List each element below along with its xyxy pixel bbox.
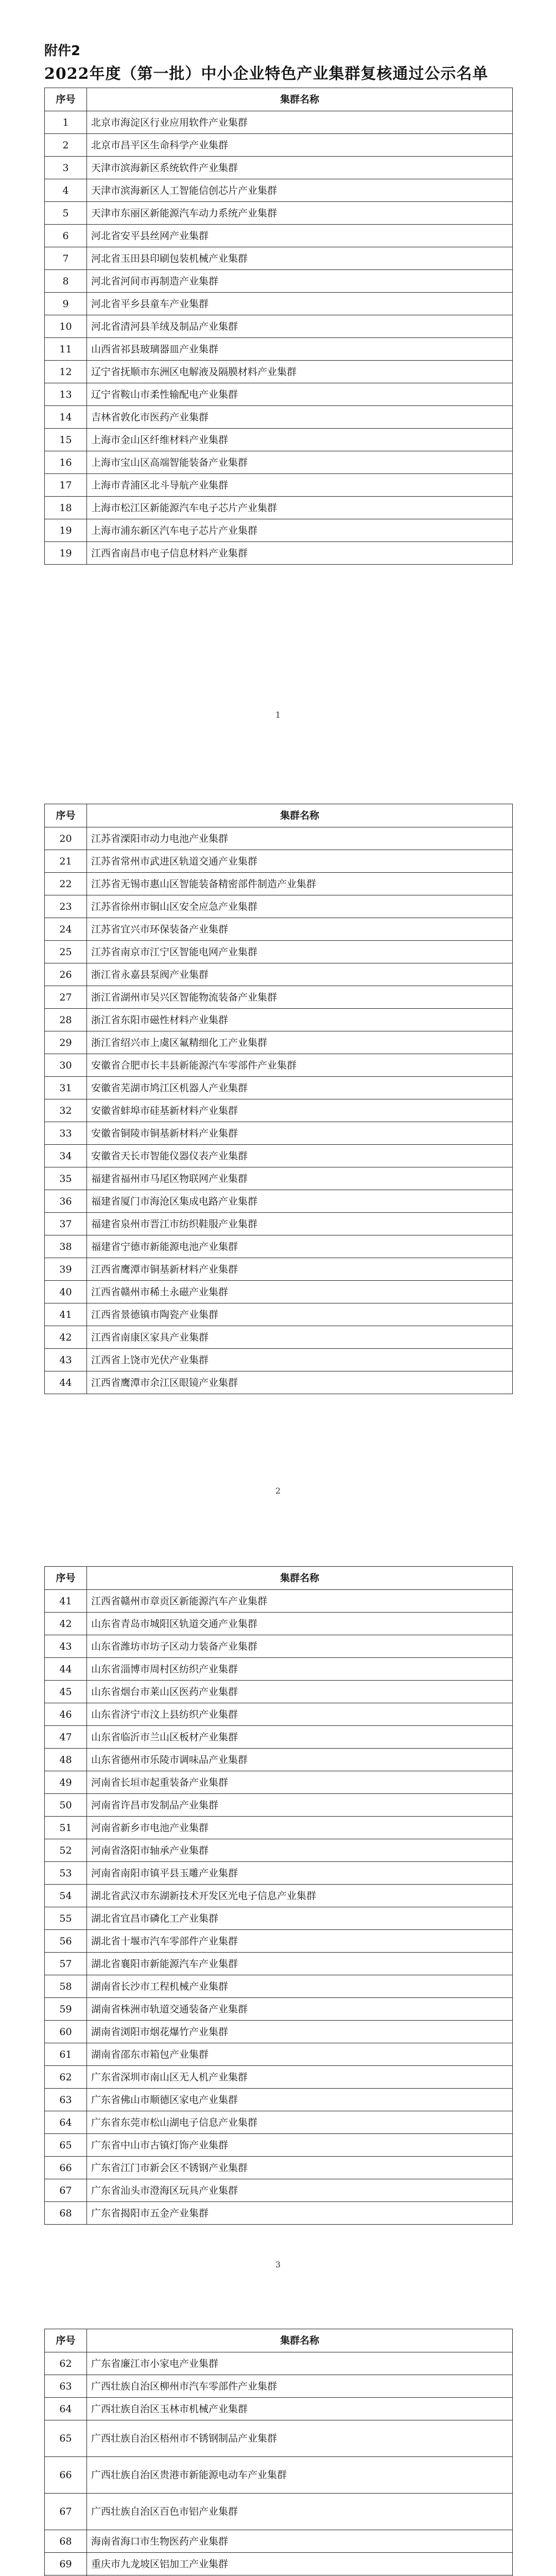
row-number: 42 <box>45 1326 87 1349</box>
table-row <box>45 1031 513 1054</box>
cluster-name: 安徽省合肥市长丰县新能源汽车零部件产业集群 <box>87 1054 513 1077</box>
table-row <box>45 1726 513 1749</box>
cluster-name: 广东省深圳市南山区无人机产业集群 <box>87 2066 513 2089</box>
table-row <box>45 963 513 986</box>
table-row <box>45 2553 513 2575</box>
row-number: 60 <box>45 2021 87 2043</box>
table-row <box>45 542 513 565</box>
row-number: 61 <box>45 2043 87 2066</box>
table-row <box>45 2375 513 2398</box>
table-row <box>45 941 513 963</box>
cluster-name: 河北省河间市再制造产业集群 <box>87 270 513 293</box>
row-number: 43 <box>45 1635 87 1658</box>
row-number: 5 <box>45 202 87 225</box>
table-row <box>45 850 513 873</box>
table-row <box>45 1998 513 2021</box>
row-number: 8 <box>45 270 87 293</box>
row-number: 24 <box>45 918 87 941</box>
row-number: 65 <box>45 2134 87 2157</box>
cluster-name: 江苏省无锡市惠山区智能装备精密部件制造产业集群 <box>87 873 513 895</box>
row-number: 18 <box>45 497 87 519</box>
document-page-3 <box>0 1525 556 2287</box>
table-row <box>45 111 513 134</box>
cluster-name: 广东省佛山市顺德区家电产业集群 <box>87 2089 513 2111</box>
table-row <box>45 1907 513 1930</box>
table-row <box>45 1839 513 1862</box>
row-number: 35 <box>45 1167 87 1190</box>
table-row <box>45 2157 513 2179</box>
row-number: 12 <box>45 361 87 383</box>
cluster-name: 山东省德州市乐陵市调味品产业集群 <box>87 1749 513 1771</box>
row-number: 52 <box>45 1839 87 1862</box>
table-row <box>45 1009 513 1031</box>
cluster-name: 上海市金山区纤维材料产业集群 <box>87 429 513 451</box>
page-number: 2 <box>275 1486 281 1496</box>
row-number: 40 <box>45 1281 87 1303</box>
table-row <box>45 2021 513 2043</box>
table-row <box>45 2457 513 2494</box>
cluster-name: 浙江省东阳市磁性材料产业集群 <box>87 1009 513 1031</box>
table-row <box>45 1326 513 1349</box>
row-number: 37 <box>45 1213 87 1235</box>
table-row <box>45 2066 513 2089</box>
row-number: 57 <box>45 1953 87 1975</box>
row-number: 32 <box>45 1099 87 1122</box>
row-number: 19 <box>45 542 87 565</box>
column-header-no: 序号 <box>45 1567 87 1590</box>
table-row <box>45 2530 513 2553</box>
row-number: 58 <box>45 1975 87 1998</box>
page-number: 1 <box>275 710 281 720</box>
row-number: 62 <box>45 2066 87 2089</box>
table-row <box>45 1145 513 1167</box>
row-number: 43 <box>45 1349 87 1371</box>
table-row <box>45 1749 513 1771</box>
table-row <box>45 1930 513 1953</box>
cluster-name: 湖北省宜昌市磷化工产业集群 <box>87 1907 513 1930</box>
row-number: 27 <box>45 986 87 1009</box>
cluster-name: 浙江省绍兴市上虞区氟精细化工产业集群 <box>87 1031 513 1054</box>
row-number: 4 <box>45 179 87 202</box>
cluster-name: 湖北省襄阳市新能源汽车产业集群 <box>87 1953 513 1975</box>
table-row <box>45 1771 513 1794</box>
cluster-name: 北京市昌平区生命科学产业集群 <box>87 134 513 157</box>
row-number: 6 <box>45 225 87 247</box>
row-number: 15 <box>45 429 87 451</box>
cluster-name: 河北省安平县丝网产业集群 <box>87 225 513 247</box>
table-row <box>45 2202 513 2225</box>
row-number: 62 <box>45 2352 87 2375</box>
cluster-name: 江西省南昌市电子信息材料产业集群 <box>87 542 513 565</box>
row-number: 30 <box>45 1054 87 1077</box>
cluster-name: 江西省南康区家具产业集群 <box>87 1326 513 1349</box>
table-row <box>45 1590 513 1613</box>
cluster-name: 天津市滨海新区系统软件产业集群 <box>87 157 513 179</box>
page-number: 3 <box>275 2260 281 2269</box>
row-number: 36 <box>45 1190 87 1213</box>
row-number: 46 <box>45 1703 87 1726</box>
cluster-name: 安徽省蚌埠市硅基新材料产业集群 <box>87 1099 513 1122</box>
row-number: 28 <box>45 1009 87 1031</box>
table-row <box>45 1953 513 1975</box>
row-number: 10 <box>45 315 87 338</box>
table-row <box>45 2398 513 2420</box>
cluster-name: 江苏省宜兴市环保装备产业集群 <box>87 918 513 941</box>
cluster-name: 江苏省溧阳市动力电池产业集群 <box>87 827 513 850</box>
row-number: 45 <box>45 1681 87 1703</box>
row-number: 66 <box>45 2457 87 2494</box>
cluster-name: 福建省福州市马尾区物联网产业集群 <box>87 1167 513 1190</box>
cluster-name: 山东省潍坊市坊子区动力装备产业集群 <box>87 1635 513 1658</box>
table-row <box>45 157 513 179</box>
table-row <box>45 1167 513 1190</box>
table-row <box>45 2089 513 2111</box>
row-number: 68 <box>45 2530 87 2553</box>
row-number: 41 <box>45 1303 87 1326</box>
row-number: 20 <box>45 827 87 850</box>
row-number: 19 <box>45 519 87 542</box>
row-number: 26 <box>45 963 87 986</box>
cluster-name: 广东省中山市古镇灯饰产业集群 <box>87 2134 513 2157</box>
table-row <box>45 1703 513 1726</box>
table-row <box>45 2420 513 2457</box>
table-row <box>45 2352 513 2375</box>
table-row <box>45 895 513 918</box>
row-number: 66 <box>45 2157 87 2179</box>
table-row <box>45 202 513 225</box>
row-number: 65 <box>45 2420 87 2457</box>
row-number: 64 <box>45 2398 87 2420</box>
table-row <box>45 270 513 293</box>
cluster-name: 辽宁省鞍山市柔性输配电产业集群 <box>87 383 513 406</box>
cluster-name: 江苏省徐州市铜山区安全应急产业集群 <box>87 895 513 918</box>
table-row <box>45 1862 513 1885</box>
table-row <box>45 179 513 202</box>
table-row <box>45 1794 513 1817</box>
cluster-name: 上海市宝山区高端智能装备产业集群 <box>87 451 513 474</box>
row-number: 67 <box>45 2494 87 2530</box>
row-number: 44 <box>45 1371 87 1394</box>
row-number: 44 <box>45 1658 87 1681</box>
cluster-name: 广东省廉江市小家电产业集群 <box>87 2352 513 2375</box>
column-header-name: 集群名称 <box>87 1567 513 1590</box>
row-number: 63 <box>45 2375 87 2398</box>
row-number: 21 <box>45 850 87 873</box>
table-row <box>45 406 513 429</box>
cluster-name: 河北省平乡县童车产业集群 <box>87 293 513 315</box>
row-number: 31 <box>45 1077 87 1099</box>
row-number: 29 <box>45 1031 87 1054</box>
table-row <box>45 451 513 474</box>
cluster-name: 上海市浦东新区汽车电子芯片产业集群 <box>87 519 513 542</box>
row-number: 50 <box>45 1794 87 1817</box>
cluster-name: 江西省景德镇市陶瓷产业集群 <box>87 1303 513 1326</box>
table-row <box>45 225 513 247</box>
table-row <box>45 873 513 895</box>
cluster-name: 河南省南阳市镇平县玉雕产业集群 <box>87 1862 513 1885</box>
table-row <box>45 2134 513 2157</box>
cluster-name: 湖南省浏阳市烟花爆竹产业集群 <box>87 2021 513 2043</box>
row-number: 23 <box>45 895 87 918</box>
row-number: 63 <box>45 2089 87 2111</box>
cluster-name: 江西省赣州市章贡区新能源汽车产业集群 <box>87 1590 513 1613</box>
document-page-2 <box>0 762 556 1515</box>
row-number: 13 <box>45 383 87 406</box>
table-row <box>45 1213 513 1235</box>
column-header-no: 序号 <box>45 2329 87 2352</box>
row-number: 51 <box>45 1817 87 1839</box>
cluster-name: 江西省鹰潭市余江区眼镜产业集群 <box>87 1371 513 1394</box>
table-row <box>45 827 513 850</box>
row-number: 34 <box>45 1145 87 1167</box>
table-row <box>45 1190 513 1213</box>
cluster-name: 广西壮族自治区柳州市汽车零部件产业集群 <box>87 2375 513 2398</box>
cluster-name: 河南省长垣市起重装备产业集群 <box>87 1771 513 1794</box>
table-row <box>45 1235 513 1258</box>
table-row <box>45 1658 513 1681</box>
cluster-name: 安徽省芜湖市鸠江区机器人产业集群 <box>87 1077 513 1099</box>
cluster-name: 河北省玉田县印刷包装机械产业集群 <box>87 247 513 270</box>
cluster-name: 河南省洛阳市轴承产业集群 <box>87 1839 513 1862</box>
table-row <box>45 1099 513 1122</box>
cluster-name: 安徽省铜陵市铜基新材料产业集群 <box>87 1122 513 1145</box>
cluster-name: 河南省许昌市发制品产业集群 <box>87 1794 513 1817</box>
row-number: 22 <box>45 873 87 895</box>
cluster-table <box>44 88 513 565</box>
row-number: 49 <box>45 1771 87 1794</box>
cluster-name: 海南省海口市生物医药产业集群 <box>87 2530 513 2553</box>
cluster-name: 广东省揭阳市五金产业集群 <box>87 2202 513 2225</box>
cluster-name: 福建省厦门市海沧区集成电路产业集群 <box>87 1190 513 1213</box>
column-header-no: 序号 <box>45 804 87 827</box>
cluster-name: 北京市海淀区行业应用软件产业集群 <box>87 111 513 134</box>
cluster-name: 福建省泉州市晋江市纺织鞋服产业集群 <box>87 1213 513 1235</box>
table-row <box>45 2043 513 2066</box>
table-row <box>45 2179 513 2202</box>
document-title: 2022年度（第一批）中小企业特色产业集群复核通过公示名单 <box>44 65 489 83</box>
cluster-name: 重庆市九龙坡区铝加工产业集群 <box>87 2553 513 2575</box>
table-row <box>45 361 513 383</box>
row-number: 64 <box>45 2111 87 2134</box>
document-page-1 <box>0 0 556 737</box>
cluster-table <box>44 2329 513 2576</box>
table-row <box>45 1258 513 1281</box>
cluster-name: 山东省烟台市莱山区医药产业集群 <box>87 1681 513 1703</box>
attachment-label: 附件2 <box>44 43 81 59</box>
row-number: 25 <box>45 941 87 963</box>
cluster-name: 江西省鹰潭市铜基新材料产业集群 <box>87 1258 513 1281</box>
row-number: 42 <box>45 1613 87 1635</box>
cluster-name: 浙江省永嘉县泵阀产业集群 <box>87 963 513 986</box>
row-number: 48 <box>45 1749 87 1771</box>
cluster-name: 山东省青岛市城阳区轨道交通产业集群 <box>87 1613 513 1635</box>
table-row <box>45 1303 513 1326</box>
row-number: 11 <box>45 338 87 361</box>
table-row <box>45 474 513 497</box>
table-row <box>45 134 513 157</box>
cluster-name: 湖北省十堰市汽车零部件产业集群 <box>87 1930 513 1953</box>
cluster-name: 广西壮族自治区贵港市新能源电动车产业集群 <box>87 2457 513 2494</box>
cluster-table <box>44 1566 513 2225</box>
table-row <box>45 1681 513 1703</box>
cluster-name: 安徽省天长市智能仪器仪表产业集群 <box>87 1145 513 1167</box>
table-row <box>45 918 513 941</box>
row-number: 14 <box>45 406 87 429</box>
table-row <box>45 383 513 406</box>
table-row <box>45 519 513 542</box>
cluster-name: 湖南省株洲市轨道交通装备产业集群 <box>87 1998 513 2021</box>
row-number: 59 <box>45 1998 87 2021</box>
row-number: 7 <box>45 247 87 270</box>
table-row <box>45 1635 513 1658</box>
row-number: 16 <box>45 451 87 474</box>
row-number: 1 <box>45 111 87 134</box>
row-number: 54 <box>45 1885 87 1907</box>
cluster-table <box>44 804 513 1394</box>
cluster-name: 广西壮族自治区百色市铝产业集群 <box>87 2494 513 2530</box>
table-row <box>45 1975 513 1998</box>
table-row <box>45 247 513 270</box>
cluster-name: 吉林省敦化市医药产业集群 <box>87 406 513 429</box>
cluster-name: 河北省清河县羊绒及制品产业集群 <box>87 315 513 338</box>
column-header-name: 集群名称 <box>87 804 513 827</box>
cluster-name: 天津市东丽区新能源汽车动力系统产业集群 <box>87 202 513 225</box>
row-number: 33 <box>45 1122 87 1145</box>
column-header-name: 集群名称 <box>87 2329 513 2352</box>
cluster-name: 广东省东莞市松山湖电子信息产业集群 <box>87 2111 513 2134</box>
cluster-name: 江西省赣州市稀土永磁产业集群 <box>87 1281 513 1303</box>
table-row <box>45 2494 513 2530</box>
table-row <box>45 1613 513 1635</box>
row-number: 17 <box>45 474 87 497</box>
table-row <box>45 1885 513 1907</box>
row-number: 67 <box>45 2179 87 2202</box>
table-row <box>45 1054 513 1077</box>
column-header-no: 序号 <box>45 88 87 111</box>
cluster-name: 上海市青浦区北斗导航产业集群 <box>87 474 513 497</box>
row-number: 38 <box>45 1235 87 1258</box>
table-row <box>45 315 513 338</box>
table-row <box>45 2111 513 2134</box>
row-number: 47 <box>45 1726 87 1749</box>
cluster-name: 广西壮族自治区玉林市机械产业集群 <box>87 2398 513 2420</box>
table-row <box>45 497 513 519</box>
cluster-name: 江西省上饶市光伏产业集群 <box>87 1349 513 1371</box>
row-number: 53 <box>45 1862 87 1885</box>
row-number: 69 <box>45 2553 87 2575</box>
table-row <box>45 1281 513 1303</box>
cluster-name: 广东省汕头市澄海区玩具产业集群 <box>87 2179 513 2202</box>
table-row <box>45 986 513 1009</box>
row-number: 39 <box>45 1258 87 1281</box>
table-row <box>45 1077 513 1099</box>
column-header-name: 集群名称 <box>87 88 513 111</box>
document-page-4 <box>0 2287 556 2576</box>
cluster-name: 湖南省邵东市箱包产业集群 <box>87 2043 513 2066</box>
cluster-name: 湖北省武汉市东湖新技术开发区光电子信息产业集群 <box>87 1885 513 1907</box>
cluster-name: 浙江省湖州市吴兴区智能物流装备产业集群 <box>87 986 513 1009</box>
table-row <box>45 338 513 361</box>
row-number: 2 <box>45 134 87 157</box>
row-number: 9 <box>45 293 87 315</box>
table-row <box>45 1817 513 1839</box>
cluster-name: 河南省新乡市电池产业集群 <box>87 1817 513 1839</box>
row-number: 55 <box>45 1907 87 1930</box>
table-row <box>45 1371 513 1394</box>
cluster-name: 江苏省常州市武进区轨道交通产业集群 <box>87 850 513 873</box>
cluster-name: 辽宁省抚顺市东洲区电解液及隔膜材料产业集群 <box>87 361 513 383</box>
cluster-name: 天津市滨海新区人工智能信创芯片产业集群 <box>87 179 513 202</box>
table-row <box>45 429 513 451</box>
table-row <box>45 1122 513 1145</box>
table-row <box>45 293 513 315</box>
cluster-name: 江苏省南京市江宁区智能电网产业集群 <box>87 941 513 963</box>
row-number: 3 <box>45 157 87 179</box>
row-number: 41 <box>45 1590 87 1613</box>
cluster-name: 山东省临沂市兰山区板材产业集群 <box>87 1726 513 1749</box>
cluster-name: 广西壮族自治区梧州市不锈钢制品产业集群 <box>87 2420 513 2457</box>
row-number: 68 <box>45 2202 87 2225</box>
cluster-name: 上海市松江区新能源汽车电子芯片产业集群 <box>87 497 513 519</box>
row-number: 56 <box>45 1930 87 1953</box>
cluster-name: 福建省宁德市新能源电池产业集群 <box>87 1235 513 1258</box>
cluster-name: 湖南省长沙市工程机械产业集群 <box>87 1975 513 1998</box>
cluster-name: 广东省江门市新会区不锈钢产业集群 <box>87 2157 513 2179</box>
cluster-name: 山东省济宁市汶上县纺织产业集群 <box>87 1703 513 1726</box>
cluster-name: 山东省淄博市周村区纺织产业集群 <box>87 1658 513 1681</box>
cluster-name: 山西省祁县玻璃器皿产业集群 <box>87 338 513 361</box>
table-row <box>45 1349 513 1371</box>
